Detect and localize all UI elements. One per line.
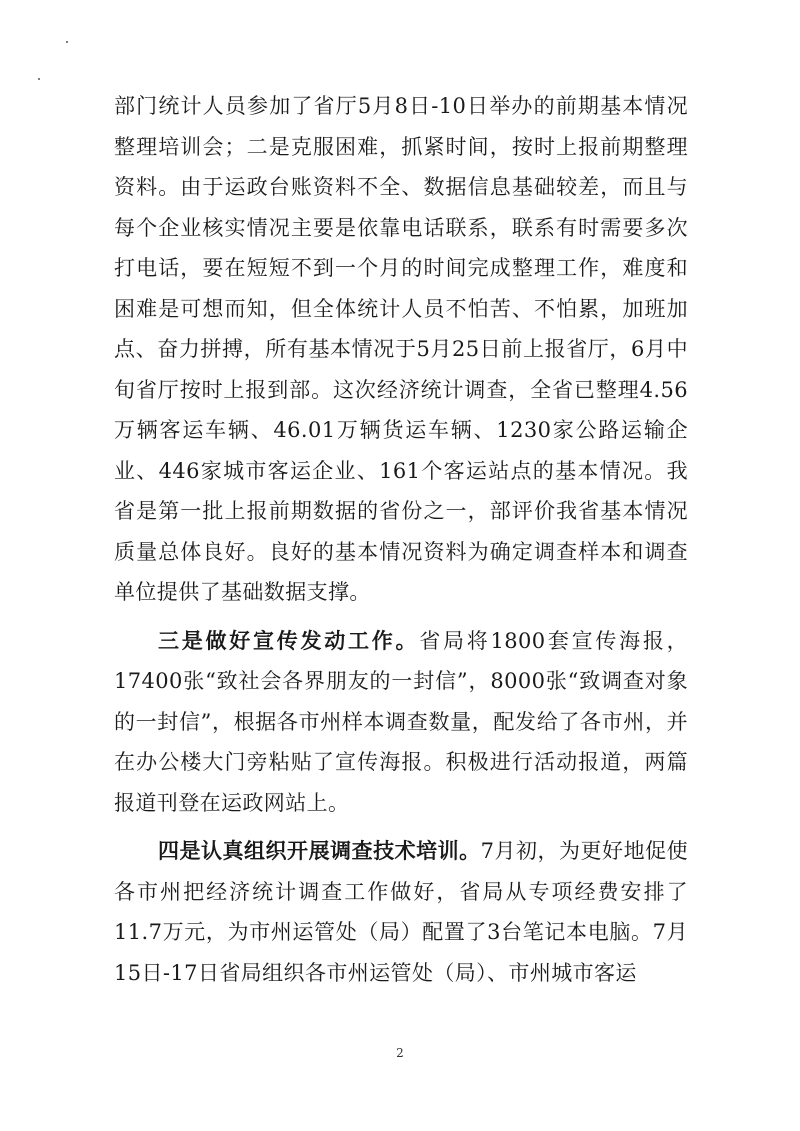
paragraph-3-text: 7月初，为更好地促使各市州把经济统计调查工作做好，省局从专项经费安排了11.7万元，为市州运管处（局）配置了3台笔记本电脑。7月15日-17日省局组织各市州运管处（局）、市州城市客运 [114,839,688,985]
scan-speck [66,41,68,43]
paragraph-2 [114,621,688,824]
paragraph-3-lead: 四是认真组织开展调查技术培训。 [158,838,481,863]
scan-speck [38,78,40,80]
page-number: 2 [396,1046,404,1060]
paragraph-2-text: 省局将1800套宣传海报，17400张“致社会各界朋友的一封信”，8000张“致调查对象的一封信”，根据各市州样本调查数量，配发给了各市州，并在办公楼大门旁粘贴了宣传海报。积极进行活动报道，两篇报道刊登在运政网站上。 [114,628,688,815]
paragraph-1-text: 部门统计人员参加了省厅5月8日-10日举办的前期基本情况整理培训会；二是克服困难，抓紧时间，按时上报前期整理资料。由于运政台账资料不全、数据信息基础较差，而且与每个企业核实情况主要是依靠电话联系，联系有时需要多次打电话，要在短短不到一个月的时间完成整理工作，难度和困难是可想而知，但全体统计人员不怕苦、不怕累，加班加点、奋力拼搏，所有基本情况于5月25日前上报省厅，6月中旬省厅按时上报到部。这次经济统计调查，全省已整理4.56万辆客运车辆、46.01万辆货运车辆、1230家公路运输企业、446家城市客运企业、161个客运站点的基本情况。我省是第一批上报前期数据的省份之一，部评价我省基本情况质量总体良好。良好的基本情况资料为确定调查样本和调查单位提供了基础数据支撑。 [114,94,688,604]
paragraph-2-lead: 三是做好宣传发动工作。 [158,627,420,653]
body-text [114,86,688,993]
paragraph-3 [114,831,688,993]
paragraph-1 [114,86,688,613]
